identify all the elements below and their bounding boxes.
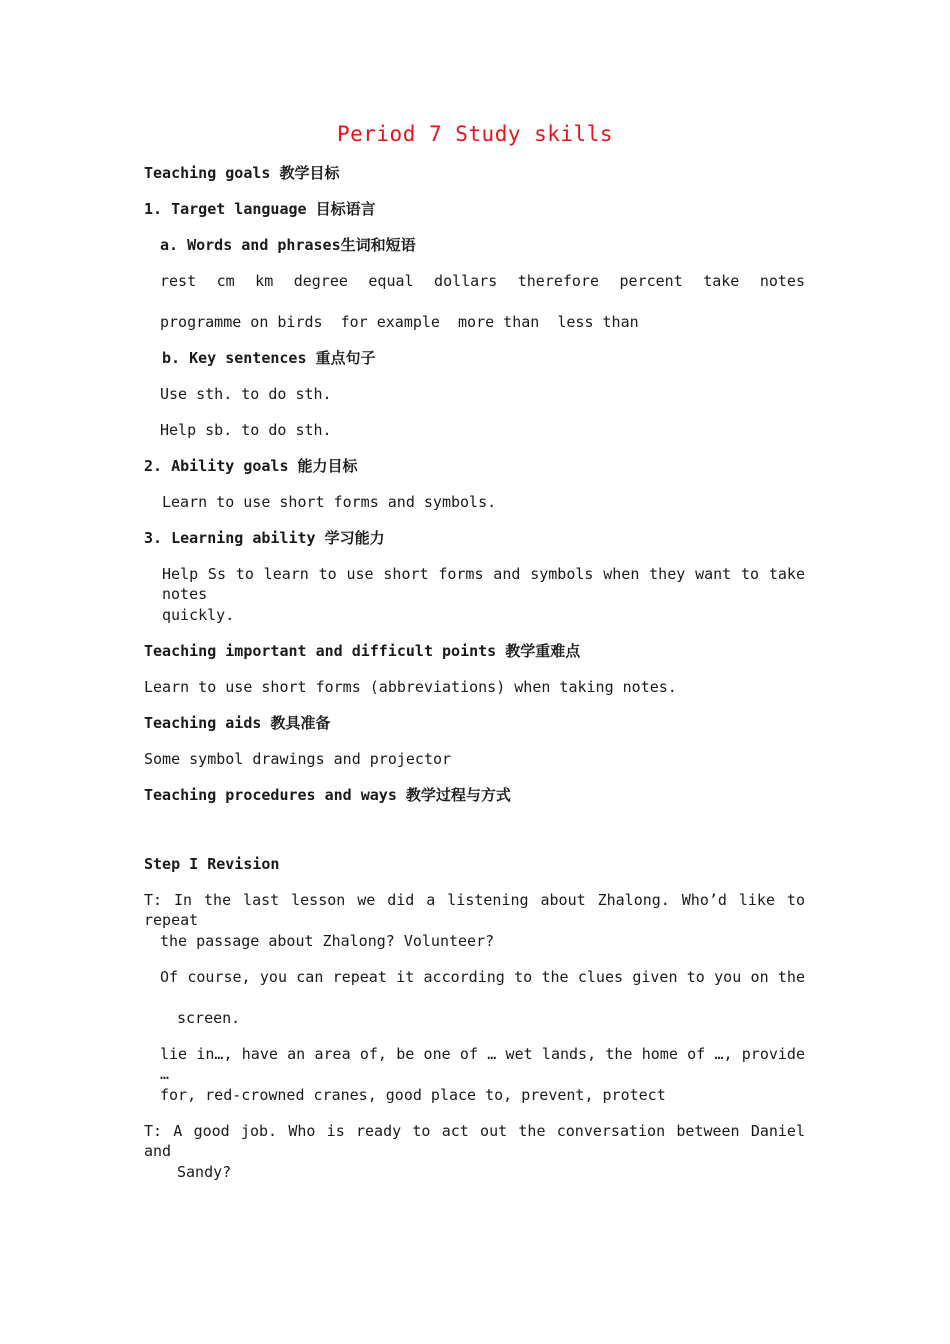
- clues-line-1: lie in…, have an area of, be one of … wet lands, the home of …, provide …: [160, 1045, 805, 1083]
- aids-text: Some symbol drawings and projector: [144, 750, 452, 768]
- heading-step-1: Step I Revision: [144, 855, 280, 873]
- course-line-1: Of course, you can repeat it according to the clues given to you on the: [160, 968, 805, 986]
- teacher-line-1b: the passage about Zhalong? Volunteer?: [160, 932, 495, 950]
- heading-target-language: 1. Target language 目标语言: [144, 200, 376, 218]
- sentence-2: Help sb. to do sth.: [160, 421, 332, 439]
- important-text: Learn to use short forms (abbreviations) when taking notes.: [144, 678, 677, 696]
- page-title: Period 7 Study skills: [336, 122, 613, 146]
- sentence-1: Use sth. to do sth.: [160, 385, 332, 403]
- heading-learning-ability: 3. Learning ability 学习能力: [144, 529, 385, 547]
- course-line-2: screen.: [177, 1009, 241, 1027]
- heading-words-phrases: a. Words and phrases生词和短语: [160, 236, 416, 254]
- heading-important-points: Teaching important and difficult points 教学重难点: [144, 642, 581, 660]
- teacher-line-1a: T: In the last lesson we did a listening about Zhalong. Who’d like to repeat: [144, 891, 805, 929]
- teacher-line-2b: Sandy?: [177, 1163, 232, 1181]
- words-line-1: rest cm km degree equal dollars therefore percent take notes: [160, 272, 805, 290]
- learning-text-line-1: Help Ss to learn to use short forms and symbols when they want to take notes: [162, 565, 805, 603]
- learning-text-line-2: quickly.: [162, 606, 235, 624]
- heading-key-sentences: b. Key sentences 重点句子: [162, 349, 376, 367]
- clues-line-2: for, red-crowned cranes, good place to, prevent, protect: [160, 1086, 666, 1104]
- heading-teaching-aids: Teaching aids 教具准备: [144, 714, 331, 732]
- heading-teaching-procedures: Teaching procedures and ways 教学过程与方式: [144, 786, 511, 804]
- ability-text: Learn to use short forms and symbols.: [162, 493, 497, 511]
- teacher-line-2a: T: A good job. Who is ready to act out the conversation between Daniel and: [144, 1122, 805, 1160]
- heading-ability-goals: 2. Ability goals 能力目标: [144, 457, 358, 475]
- heading-teaching-goals: Teaching goals 教学目标: [144, 164, 340, 182]
- words-line-2: programme on birds for example more than less than: [160, 313, 639, 331]
